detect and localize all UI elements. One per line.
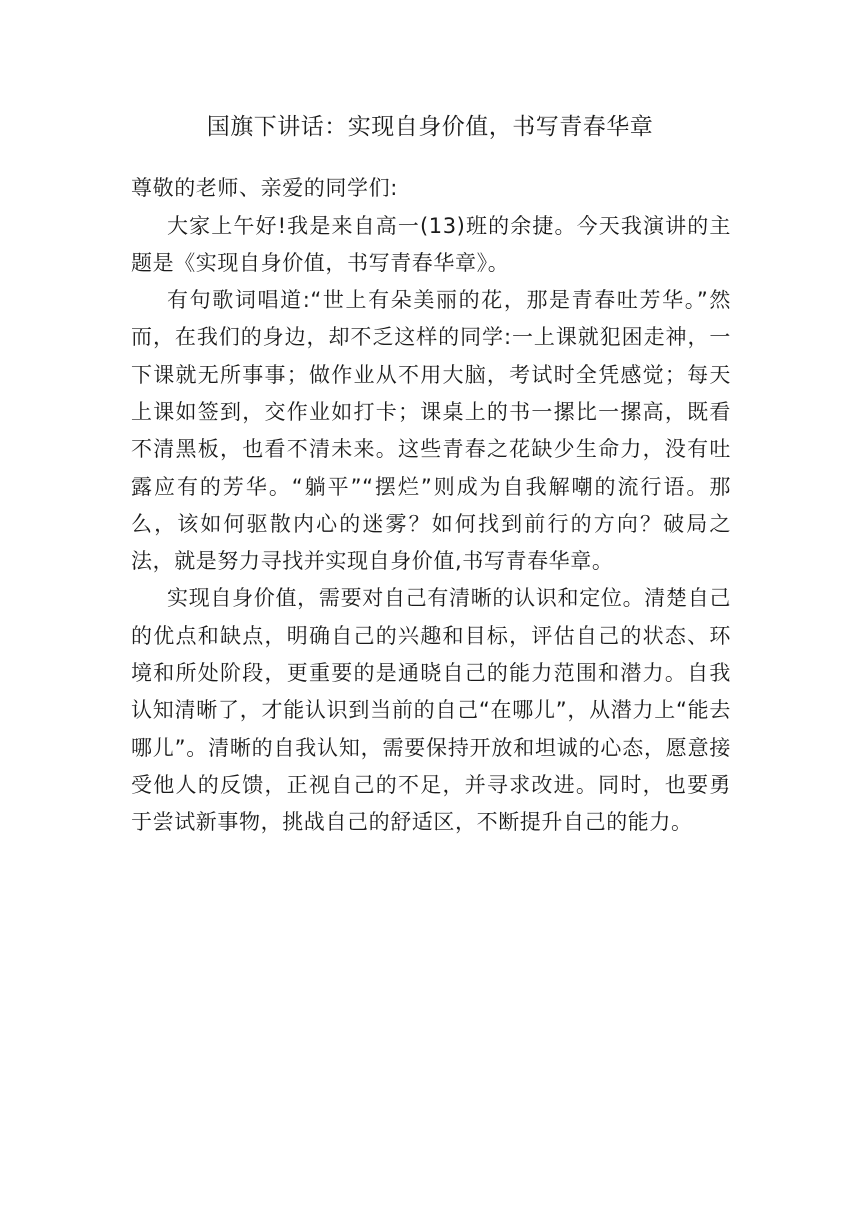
greeting-line: 尊敬的老师、亲爱的同学们: — [131, 176, 398, 200]
paragraph-self-knowledge: 实现自身价值，需要对自己有清晰的认识和定位。清楚自己的优点和缺点，明确自己的兴趣和目标，评估自己的状态、环境和所处阶段，更重要的是通晓自己的能力范围和潜力。自我认知清晰了，才能认识到当前的自己“在哪儿”，从潜力上“能去哪儿”。清晰的自我认知，需要保持开放和坦诚的心态，愿意接受他人的反馈，正视自己的不足，并寻求改进。同时，也要勇于尝试新事物，挑战自己的舒适区，不断提升自己的能力。 — [131, 586, 731, 835]
document-body — [131, 170, 731, 842]
paragraph-lyrics: 有句歌词唱道:“世上有朵美丽的花，那是青春吐芳华。”然而，在我们的身边，却不乏这样的同学:一上课就犯困走神，一下课就无所事事；做作业从不用大脑，考试时全凭感觉；每天上课如签到，交作业如打卡；课桌上的书一摞比一摞高，既看不清黑板，也看不清未来。这些青春之花缺少生命力，没有吐露应有的芳华。“躺平”“摆烂”则成为自我解嘲的流行语。那么，该如何驱散内心的迷雾？如何找到前行的方向？破局之法，就是努力寻找并实现自身价值,书写青春华章。 — [131, 288, 731, 574]
paragraph-intro: 大家上午好!我是来自高一(13)班的余捷。今天我演讲的主题是《实现自身价值，书写青春华章》。 — [131, 213, 731, 275]
document-title: 国旗下讲话：实现自身价值，书写青春华章 — [206, 114, 654, 140]
